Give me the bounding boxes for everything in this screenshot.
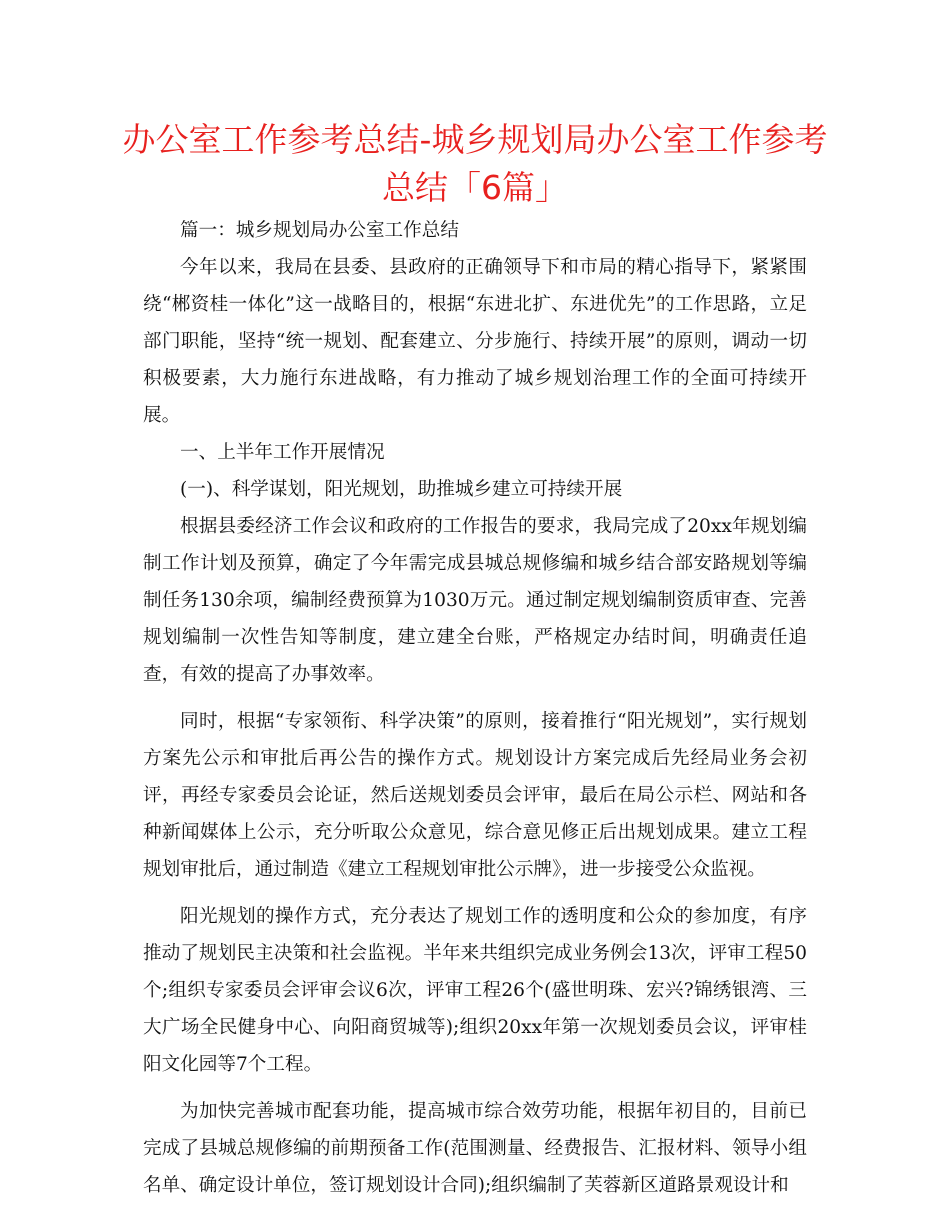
body-paragraph: 根据县委经济工作会议和政府的工作报告的要求，我局完成了20xx年规划编制工作计划及预算，确定了今年需完成县城总规修编和城乡结合部安路规划等编制任务130余项，编制经费预算为1030万元。通过制定规划编制资质审查、完善规划编制一次性告知等制度，建立建全台账，严格规定办结时间，明确责任追查，有效的提高了办事效率。 bbox=[143, 516, 807, 685]
document-body bbox=[143, 212, 807, 1204]
body-paragraph: 今年以来，我局在县委、县政府的正确领导下和市局的精心指导下，紧紧围绕“郴资桂一体化”这一战略目的，根据“东进北扩、东进优先”的工作思路，立足部门职能，坚持“统一规划、配套建立、分步施行、持续开展”的原则，调动一切积极要素，大力施行东进战略，有力推动了城乡规划治理工作的全面可持续开展。 bbox=[143, 257, 807, 426]
section-heading-part-one: 篇一：城乡规划局办公室工作总结 bbox=[180, 220, 459, 241]
document-title: 办公室工作参考总结-城乡规划局办公室工作参考总结「6篇」 bbox=[122, 120, 828, 207]
subsection-heading: (一)、科学谋划，阳光规划，助推城乡建立可持续开展 bbox=[180, 479, 623, 500]
body-paragraph: 阳光规划的操作方式，充分表达了规划工作的透明度和公众的参加度，有序推动了规划民主决策和社会监视。半年来共组织完成业务例会13次，评审工程50个;组织专家委员会评审会议6次，评审工程26个(盛世明珠、宏兴?锦绣银湾、三大广场全民健身中心、向阳商贸城等);组织20xx年第一次规划委员会议，评审桂阳文化园等7个工程。 bbox=[143, 906, 807, 1075]
body-paragraph: 为加快完善城市配套功能，提高城市综合效劳功能，根据年初目的，目前已完成了县城总规修编的前期预备工作(范围测量、经费报告、汇报材料、领导小组名单、确定设计单位，签订规划设计合同);组织编制了芙蓉新区道路景观设计和 bbox=[143, 1101, 807, 1196]
section-heading-first-half-year: 一、上半年工作开展情况 bbox=[180, 442, 385, 463]
body-paragraph: 同时，根据“专家领衔、科学决策”的原则，接着推行“阳光规划”，实行规划方案先公示和审批后再公告的操作方式。规划设计方案完成后先经局业务会初评，再经专家委员会论证，然后送规划委员会评审，最后在局公示栏、网站和各种新闻媒体上公示，充分听取公众意见，综合意见修正后出规划成果。建立工程规划审批后，通过制造《建立工程规划审批公示牌》，进一步接受公众监视。 bbox=[143, 711, 807, 880]
